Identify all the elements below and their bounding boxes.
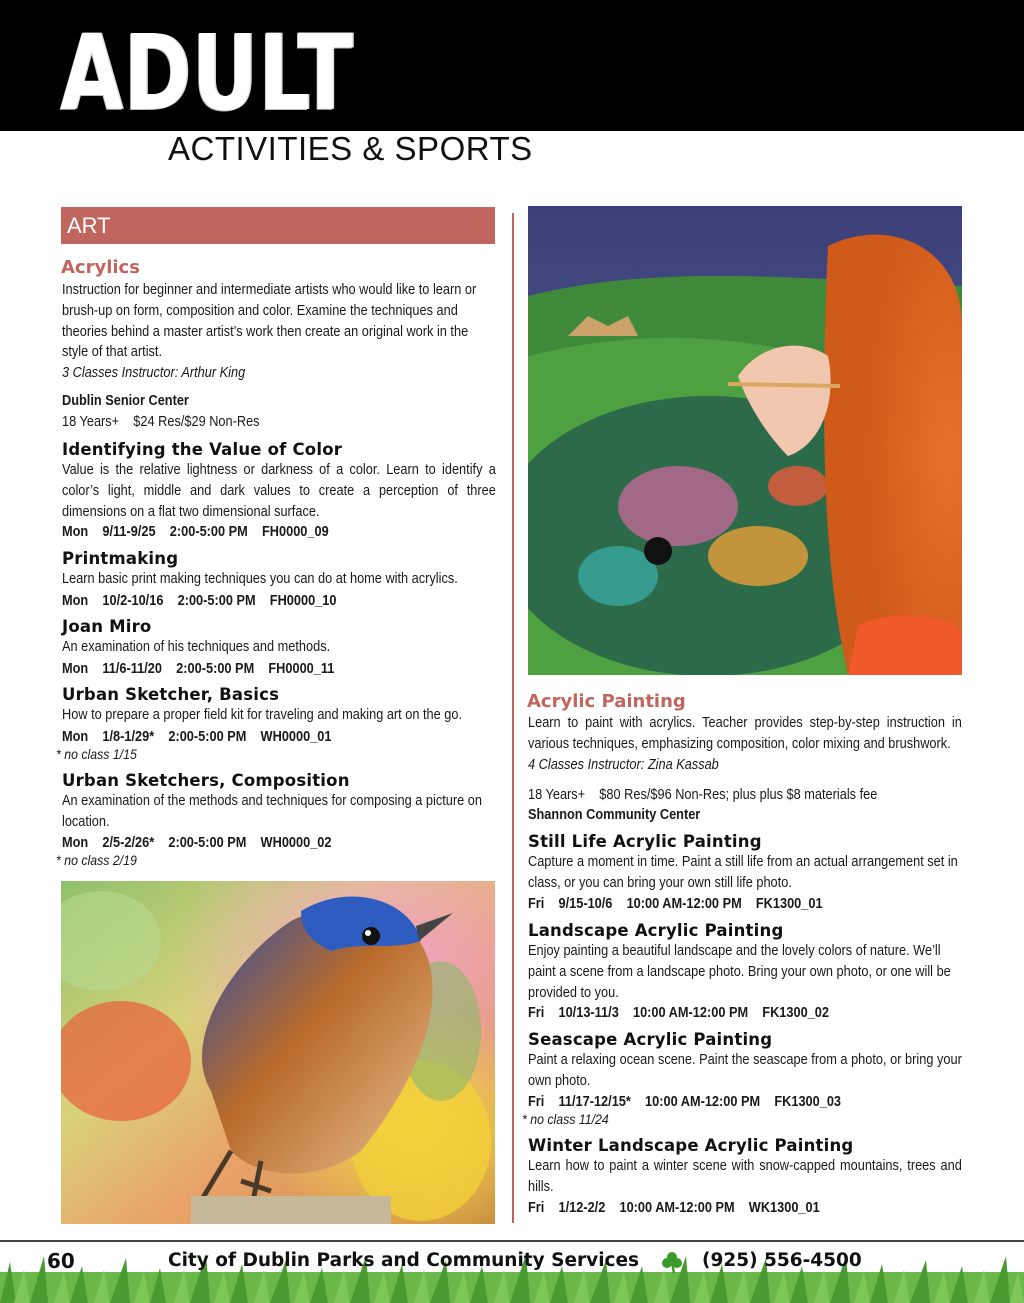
course-age-fee: 18 Years+ $24 Res/$29 Non-Res — [62, 414, 260, 430]
course-meta: 4 Classes Instructor: Zina Kassab — [528, 757, 719, 773]
page-title: ADULT — [60, 12, 354, 134]
course-title: Acrylics — [61, 257, 140, 278]
subcourse-title: Winter Landscape Acrylic Painting — [528, 1136, 854, 1155]
subcourse-title: Still Life Acrylic Painting — [528, 832, 762, 851]
course-acrylics — [61, 257, 140, 279]
painting-photo-image — [528, 206, 962, 675]
section-label: ART — [67, 213, 111, 238]
section-header-art — [61, 207, 495, 244]
subcourse-description: An examination of the methods and techniques for composing a picture on location. — [62, 793, 482, 830]
subcourse-description: An examination of his techniques and methods. — [62, 639, 331, 655]
subcourse-description: Enjoy painting a beautiful landscape and the lovely colors of nature. We’ll paint a scene from a landscape photo. Bring your own photo, or one will be provided to you. — [528, 943, 951, 1001]
subcourse-description: Learn basic print making techniques you can do at home with acrylics. — [62, 571, 458, 587]
subcourse-note: * no class 2/19 — [56, 852, 137, 868]
subcourse-description: Learn how to paint a winter scene with snow-capped mountains, trees and hills. — [528, 1158, 962, 1195]
subcourse-schedule: Fri 10/13-11/3 10:00 AM-12:00 PM FK1300_02 — [528, 1005, 829, 1021]
subcourse-title: Urban Sketcher, Basics — [62, 685, 280, 704]
course-description: Learn to paint with acrylics. Teacher provides step-by-step instruction in various techniques, emphasizing composition, color mixing and brushwork. — [528, 715, 962, 752]
subcourse-note: * no class 11/24 — [522, 1111, 609, 1127]
subcourse-description: Paint a relaxing ocean scene. Paint the seascape from a photo, or bring your own photo. — [528, 1052, 962, 1089]
subcourse-schedule: Mon 10/2-10/16 2:00-5:00 PM FH0000_10 — [62, 593, 337, 609]
subcourse-schedule: Mon 1/8-1/29* 2:00-5:00 PM WH0000_01 — [62, 729, 332, 745]
course-location: Dublin Senior Center — [62, 393, 189, 409]
subcourse-title: Landscape Acrylic Painting — [528, 921, 784, 940]
course-meta: 3 Classes Instructor: Arthur King — [62, 365, 246, 381]
course-title: Acrylic Painting — [527, 691, 686, 712]
subcourse-description: Value is the relative lightness or darkness of a color. Learn to identify a color’s light, middle and dark values to create a perception of three dimensions on a flat two dimensional surface. — [62, 462, 496, 520]
subcourse-schedule: Fri 1/12-2/2 10:00 AM-12:00 PM WK1300_01 — [528, 1200, 820, 1216]
subcourse-description: How to prepare a proper field kit for traveling and making art on the go. — [62, 707, 463, 723]
page-subtitle: ACTIVITIES & SPORTS — [168, 130, 533, 167]
course-age-fee: 18 Years+ $80 Res/$96 Non-Res; plus plus $8 materials fee — [528, 787, 878, 803]
bird-painting-image — [61, 881, 495, 1224]
subcourse-note: * no class 1/15 — [56, 746, 137, 762]
subcourse-title: Urban Sketchers, Composition — [62, 771, 350, 790]
page-number: 60 — [47, 1249, 75, 1273]
footer-phone: (925) 556-4500 — [702, 1250, 862, 1271]
subcourse-schedule: Fri 9/15-10/6 10:00 AM-12:00 PM FK1300_01 — [528, 896, 823, 912]
subcourse-schedule: Mon 2/5-2/26* 2:00-5:00 PM WH0000_02 — [62, 835, 332, 851]
subcourse-schedule: Fri 11/17-12/15* 10:00 AM-12:00 PM FK1300_03 — [528, 1094, 842, 1110]
subcourse-description: Capture a moment in time. Paint a still life from an actual arrangement set in class, or you can bring your own still life photo. — [528, 854, 958, 891]
subcourse-schedule: Mon 11/6-11/20 2:00-5:00 PM FH0000_11 — [62, 661, 335, 677]
course-description: Instruction for beginner and intermediate artists who would like to learn or brush-up on form, composition and color. Examine the techniques and theories behind a master artist’s work then create an original work in the style of that artist. — [62, 282, 477, 361]
shamrock-icon — [660, 1250, 684, 1274]
subcourse-schedule: Mon 9/11-9/25 2:00-5:00 PM FH0000_09 — [62, 524, 329, 540]
subcourse-title: Joan Miro — [62, 617, 152, 636]
subcourse-title: Seascape Acrylic Painting — [528, 1030, 773, 1049]
footer-organization: City of Dublin Parks and Community Services — [168, 1250, 640, 1271]
course-location: Shannon Community Center — [528, 807, 701, 823]
subcourse-title: Identifying the Value of Color — [62, 440, 343, 459]
subcourse-title: Printmaking — [62, 549, 179, 568]
